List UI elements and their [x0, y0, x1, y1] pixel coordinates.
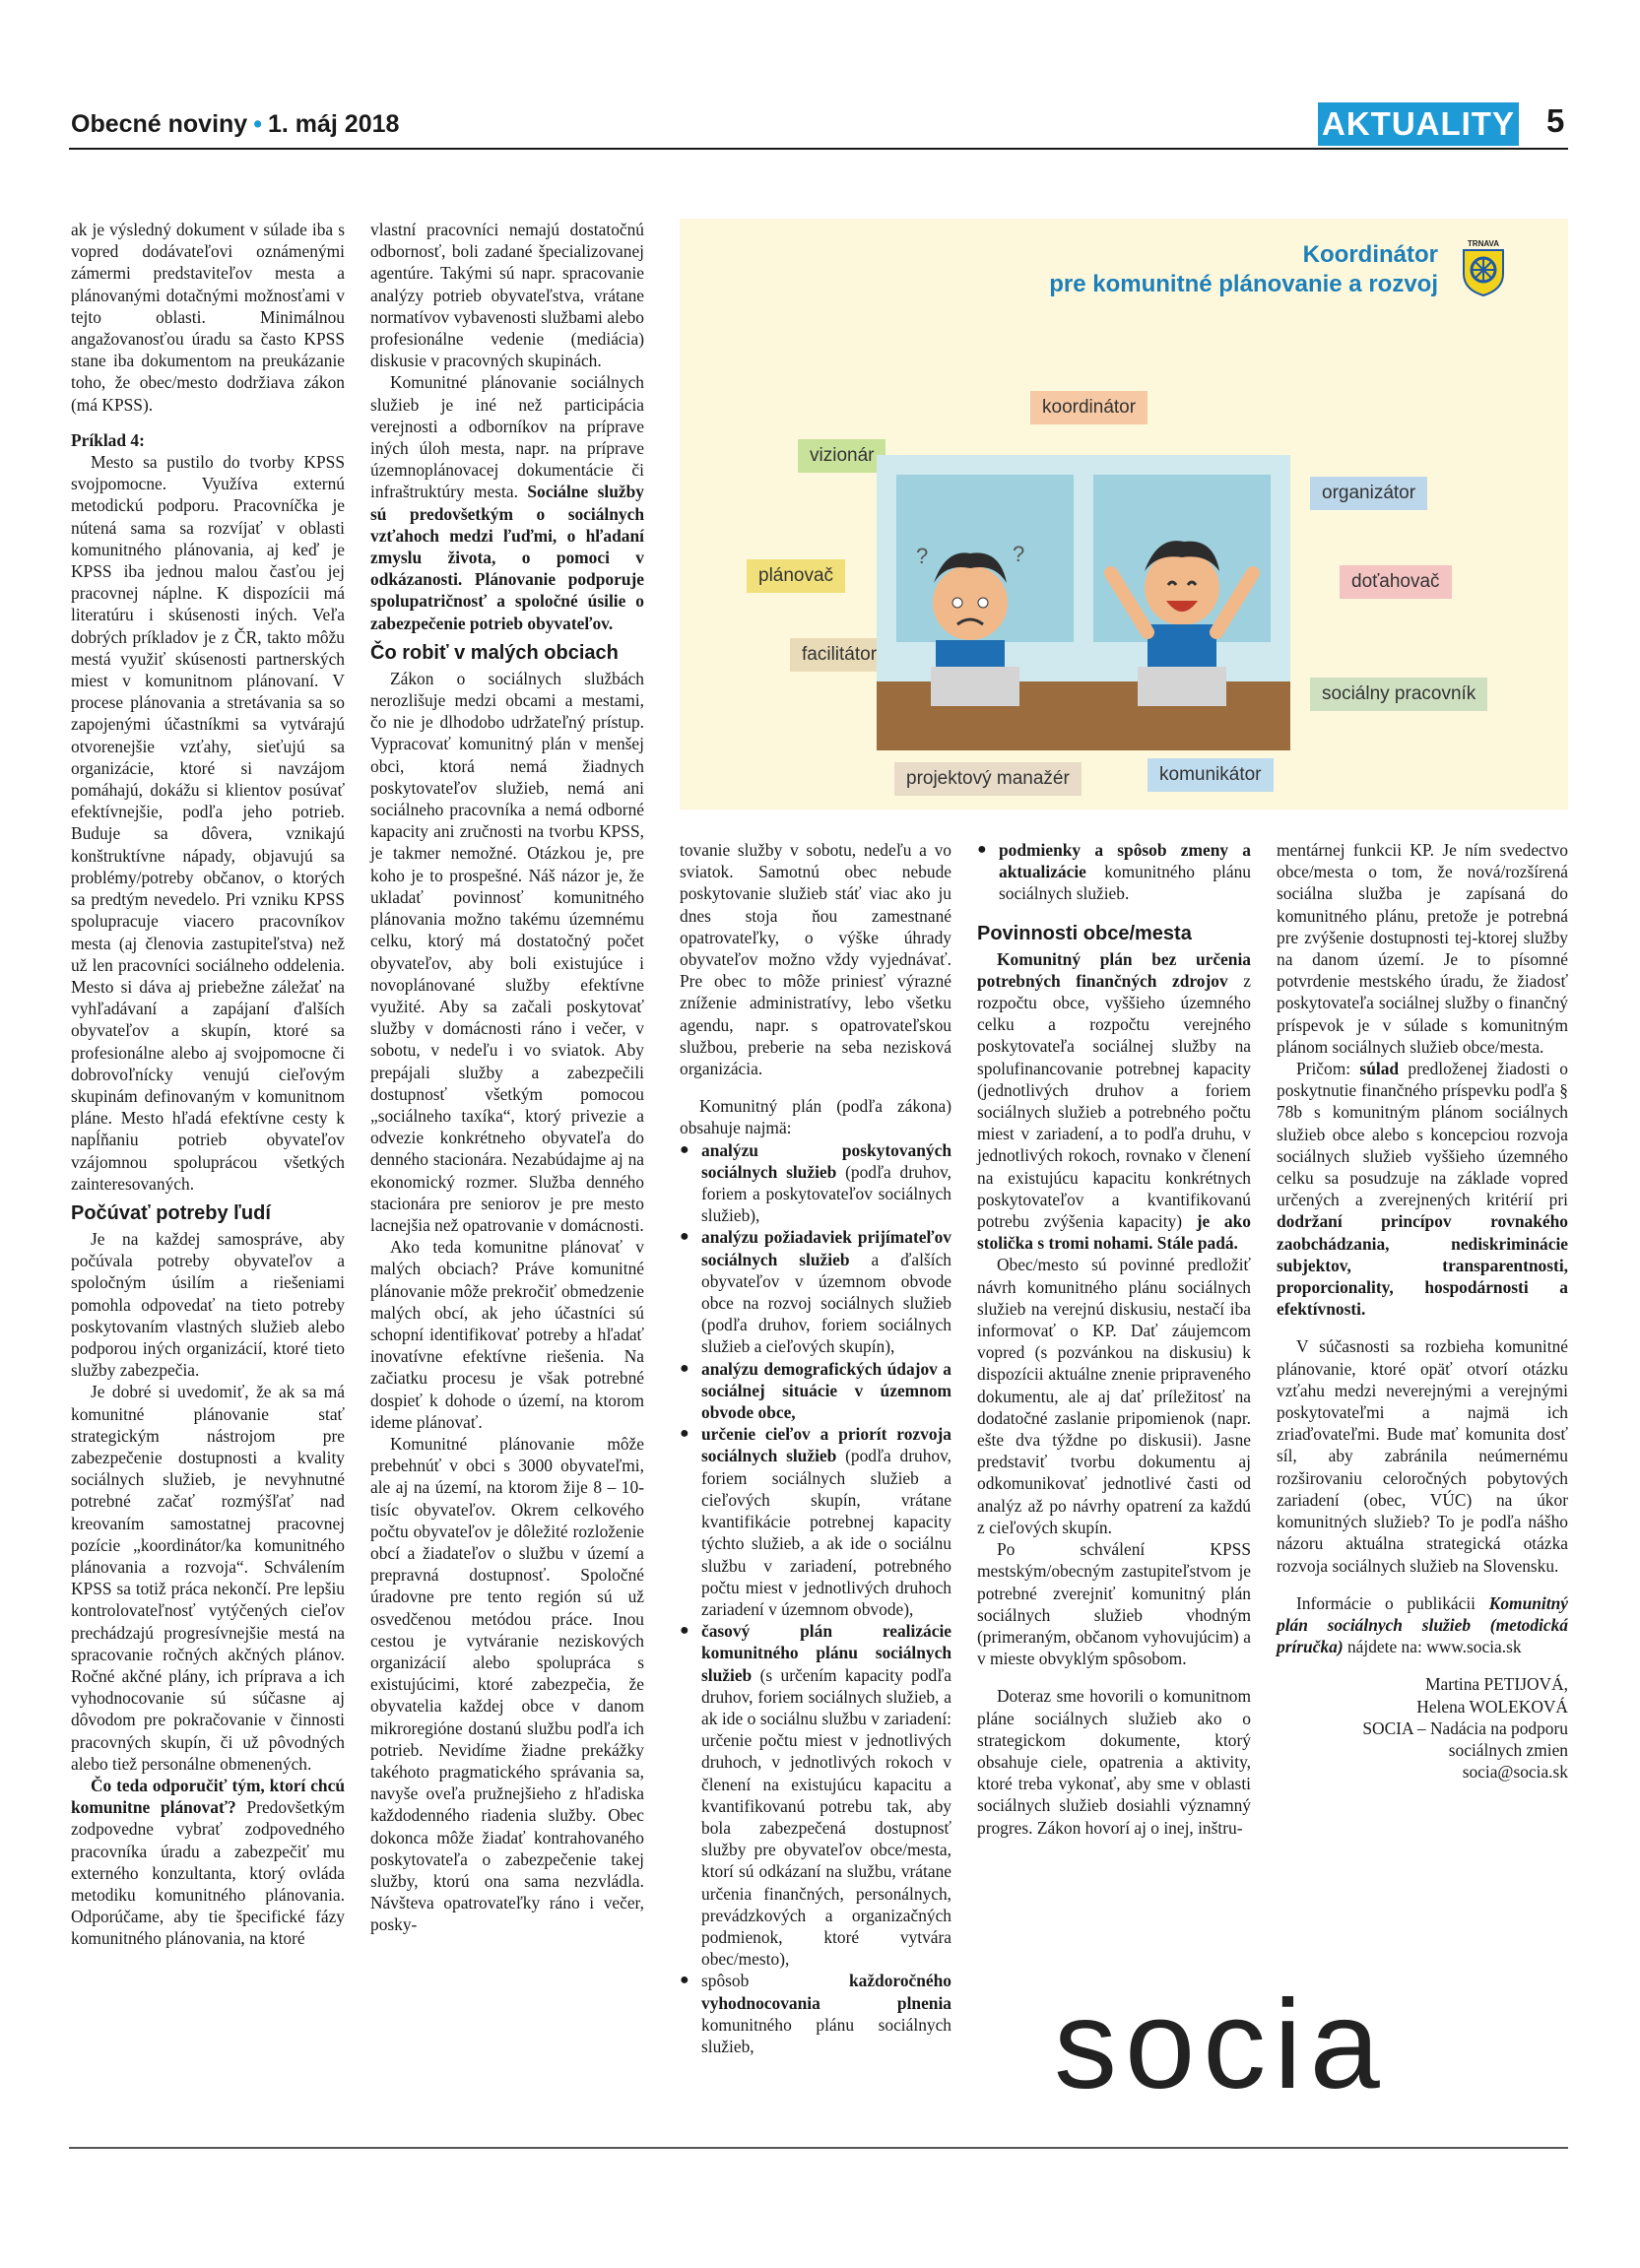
- plan-contents-list-cont: [977, 839, 1251, 905]
- role-projektovy-manazer: projektový manažér: [894, 762, 1082, 796]
- column-4: [977, 839, 1251, 1839]
- role-dotahovac: doťahovač: [1340, 565, 1452, 599]
- bold-phrase: Komunitný plán bez určenia potrebných finančných zdrojov: [977, 948, 1251, 991]
- crest-label: TRNAVA: [1467, 239, 1500, 248]
- organization-name: SOCIA – Nadácia na podporu: [1362, 1717, 1568, 1738]
- coordinator-illustration: [680, 219, 1568, 810]
- text-span: (podľa druhov, foriem sociálnych služieb a cieľových skupín, vrátane kvantifikácie potrebnej kapacity týchto služieb, a ak ide o sociálnu službu v zariadení, potrebného počtu miest v jednotlivých druhoch zariadení v územnom obvode),: [701, 1446, 952, 1619]
- plan-contents-list: [680, 1139, 951, 2058]
- title-line-1: Koordinátor: [1302, 241, 1438, 268]
- paragraph: Je dobré si uvedomiť, že ak sa má komunitné plánovanie stať strategickým nástrojom pre zabezpečenie dostupnosti a kvality sociálnych služieb, je nevyhnutné potrebné začať rozmýšľať nad kreovaním samostatnej pracovnej pozície „koordinátor/ka komunitného plánovania a rozvoja“. Schválením KPSS sa totiž práca nekončí. Pre lepšiu kontrolovateľnosť vytýčených cieľov prechádzajú progresívnejšie mestá na spracovanie ročných akčných plánov. Ročné akčné plány, ich príprava a ich vyhodnocovanie sú súčasne aj dôvodom pre pokračovanie v činnosti pracovných skupín, či už pôvodných alebo tiež personálne obmenených.: [71, 1382, 345, 1774]
- section-heading: Čo robiť v malých obciach: [370, 641, 619, 664]
- column-3: [680, 839, 951, 2057]
- publication-title: Komunitný plán sociálnych služieb (metodická príručka): [1277, 1592, 1568, 1657]
- section-label: AKTUALITY: [1318, 102, 1519, 146]
- text-span: predloženej žiadosti o poskytnutie finančného príspevku podľa § 78b s komunitným plánom sociálnych služieb obce alebo s koncepciou rozvoja sociálnych služieb vyššieho územného celku sa posudzuje na základe vopred určených a zverejnených kritérií pri: [1277, 1059, 1568, 1210]
- role-planovac: plánovač: [747, 559, 845, 593]
- separator-dot: •: [253, 110, 262, 138]
- bold-phrase: Čo teda odporučiť tým, ktorí chcú komunitne plánovať?: [71, 1776, 345, 1818]
- paragraph: [977, 948, 1251, 1255]
- paragraph: mentárnej funkcii KP. Je ním svedectvo obce/mesta o tom, že nová/rozšírená sociálna služba je zapísaná do komunitného plánu, pretože je potrebná pre zvýšenie dostupnosti tej-ktorej služby na danom území. Je to písomné potvrdenie mestského úradu, že žiadosť poskytovateľa sociálnej služby o finančný príspevok je v súlade s komunitným plánom sociálnych služieb obce/mesta.: [1277, 840, 1568, 1057]
- text-span: komunitného plánu sociálnych služieb,: [701, 2014, 951, 2056]
- spacer: [680, 1079, 951, 1095]
- role-vizionar: vizionár: [798, 439, 886, 473]
- paragraph: [1277, 1592, 1568, 1658]
- list-item: [977, 839, 1251, 905]
- bold-phrase: každoročného vyhodnocovania plnenia: [701, 1971, 951, 2013]
- text-span: z rozpočtu obce, vyššieho územného celku a rozpočtu verejného poskytovateľa sociálnej služby na spolufinancovanie potrebnej kapacity (jednotlivých druhov a foriem sociálnych služieb a potrebného počtu miest v zariadení, a to podľa druhu, v jednotlivých rokoch, rovnako v členení na existujúcu kapacitu konkrétnych poskytovateľov a kvantifikovanú potrebu zvýšenia kapacity): [977, 970, 1251, 1232]
- bold-phrase: analýzu požiadaviek prijímateľov sociálnych služieb: [701, 1227, 951, 1269]
- page-number: 5: [1546, 102, 1565, 139]
- bold-phrase: podmienky a spôsob zmeny a aktualizácie: [999, 840, 1251, 882]
- list-item: [680, 1970, 951, 2057]
- paragraph: [370, 371, 644, 633]
- title-line-2: pre komunitné plánovanie a rozvoj: [1049, 271, 1438, 297]
- column-5: [1277, 839, 1568, 1782]
- text-span: Komunitné plánovanie sociálnych služieb je iné než participácia verejnosti a odborníkov na príprave iných úloh mesta, napr. na príprave územnoplánovacej dokumentácie či infraštruktúry mesta.: [370, 372, 644, 502]
- two-workers-scene: [877, 455, 1290, 750]
- svg-text:?: ?: [916, 544, 929, 568]
- example-heading: Príklad 4:: [71, 429, 145, 450]
- spacer: [977, 1669, 1251, 1685]
- role-koordinator: koordinátor: [1030, 391, 1148, 424]
- paragraph: Obec/mesto sú povinné predložiť návrh komunitného plánu sociálnych služieb na verejnú diskusiu, nestačí iba informovať o KP. Dať záujemcom vopred (s pozvánkou na diskusiu) k dispozícii aktuálne znenie pripraveného dokumentu, ale aj dať príležitosť na dodatočné zaslanie pripomienok (napr. ešte dva týždne po diskusii). Jasne predstaviť tvorbu dokumentu aj odkomunikovať jednotlivé časti od analýz až po návrhy opatrení za každú z cieľových skupín.: [977, 1255, 1251, 1537]
- paragraph: [1277, 1058, 1568, 1320]
- paragraph: vlastní pracovníci nemajú dostatočnú odbornosť, boli zadané špecializovanej agentúre. Takými sú napr. spracovanie analýzy potrieb obyvateľstva, vrátane normatívov vybavenosti službami alebo profesionálne vedenie (mediácia) diskusie v pracovných skupinách.: [370, 220, 644, 371]
- spacer: [1277, 1320, 1568, 1335]
- list-item: [680, 1620, 951, 1970]
- text-span: Informácie o publikácii: [1296, 1592, 1489, 1613]
- role-komunikator: komunikátor: [1148, 758, 1274, 792]
- bold-phrase: je ako stolička s tromi nohami. Stále padá.: [977, 1211, 1251, 1254]
- paragraph: Zákon o sociálnych službách nerozlišuje medzi obcami a mestami, čo nie je dlhodobo udržateľný prístup. Vypracovať komunitný plán v menšej obci, ktorá nemá žiadnych poskytovateľov služieb, nemá ani sociálneho pracovníka a nemá odborné kapacity ani zručnosti na tvorbu KPSS, je takmer nemožné. Otázkou je, pre koho je to prospešné. Náš názor je, že ukladať povinnosť komunitného plánovania možno takému územnému celku, ktorý má dostatočný počet obyvateľov, aby boli existujúce i novoplánované služby efektívne využité. Aby sa začali poskytovať služby v domácnosti ráno i večer, v sobotu, v nedeľu i vo sviatok. Aby prepájali služby a zabezpečili dostupnosť všetkým pomocou „sociálneho taxíka“, ktorý privezie a odvezie konkrétneho obyvateľa do denného stacionára. Nezabúdajme aj na ekonomický rozmer. Služba denného stacionára pre seniorov je pre mesto lacnejšia než opatrovanie v domácnosti.: [370, 668, 644, 1235]
- footer-rule: [69, 2147, 1568, 2149]
- paragraph: [71, 1775, 345, 1950]
- contact-email: socia@socia.sk: [1462, 1762, 1568, 1782]
- column-1: [71, 219, 345, 1950]
- text-span: Pričom:: [1296, 1059, 1360, 1079]
- column-2: [370, 219, 644, 1936]
- paragraph: Komunitný plán (podľa zákona) obsahuje najmä:: [680, 1096, 951, 1138]
- bold-phrase: analýzu demografických údajov a sociálnej situácie v územnom obvode obce,: [701, 1358, 951, 1423]
- list-item: [680, 1139, 951, 1227]
- role-socialny-pracovnik: sociálny pracovník: [1310, 678, 1487, 711]
- text-span: spôsob: [701, 1971, 849, 1991]
- bold-phrase: súlad: [1359, 1059, 1400, 1079]
- organization-name-cont: sociálnych zmien: [1448, 1739, 1568, 1760]
- bold-phrase: určenie cieľov a priorít rozvoja sociálnych služieb: [701, 1424, 951, 1466]
- paragraph: Ako teda komunitne plánovať v malých obciach? Práve komunitné plánovanie môže prekročiť obmedzenie malých obcí, ak jeho účastníci sú schopní identifikovať potreby a hľadať inovatívne efektívne riešenia. Na začiatku procesu je však potrebné dospieť k dohode o území, na ktorom ideme plánovať.: [370, 1237, 644, 1432]
- paper-name: Obecné noviny: [71, 110, 248, 138]
- text-span: Predovšetkým zodpovedne vybrať zodpovedného pracovníka úradu a zabezpečiť mu externého konzultanta, ktorý ovláda metodiku komunitného plánovania. Odporúčame, aby tie špecifické fázy komunitného plánovania, na ktoré: [71, 1797, 345, 1949]
- header-rule: [69, 148, 1568, 150]
- paragraph: V súčasnosti sa rozbieha komunitné plánovanie, ktoré opäť otvorí otázku vzťahu medzi neverejnými a verejnými poskytovateľmi a najmä ich zriaďovateľmi. Bude mať komunita dosť síl, aby zabránila neúmernému rozširovaniu celoročných pobytových zariadení (obec, VÚC) na úkor komunitných služieb? To je podľa nášho názoru aktuálna strategická otázka rozvoja sociálnych služieb na Slovensku.: [1277, 1336, 1568, 1576]
- text-span: komunitného plánu sociálnych služieb.: [999, 862, 1251, 904]
- svg-text:?: ?: [1013, 542, 1025, 566]
- paragraph: Je na každej samospráve, aby počúvala potreby obyvateľov a spoločným úsilím a riešeniami pomohla odpovedať na tieto potreby poskytovaním vlastných služieb alebo podporou iných organizácií, ktoré tieto služby zabezpečia.: [71, 1228, 345, 1381]
- socia-logo-text: socia: [1054, 1979, 1388, 2107]
- author-name: Martina PETIJOVÁ,: [1425, 1674, 1568, 1695]
- text-span: (s určením kapacity podľa druhov, foriem sociálnych služieb, a ak ide o sociálnu službu v zariadení: určenie počtu miest v jednotlivých druhoch, v jednotlivých rokoch v členení na existujúcu kapacitu a kvantifikovanú potrebu tak, aby bola zabezpečená dostupnosť služby pre obyvateľov obce/mesta, ktorí sú odkázaní na službu, vrátane určenia finančných, personálnych, prevádzkových a organizačných podmienok, ktoré vytvára obec/mesto),: [701, 1664, 951, 1970]
- list-item: [680, 1358, 951, 1424]
- text-span: a ďalších obyvateľov v územnom obvode obce na rozvoj sociálnych služieb (podľa druhov, foriem sociálnych služieb a cieľových skupín),: [701, 1249, 951, 1357]
- trnava-crest-icon: [1458, 238, 1509, 297]
- list-item: [680, 1226, 951, 1357]
- section-heading: Povinnosti obce/mesta: [977, 922, 1192, 944]
- bold-phrase: Sociálne služby sú predovšetkým o sociálnych vzťahoch medzi ľuďmi, o hľadaní zmyslu života, o pomoci v odkázanosti. Plánovanie podporuje spolupatričnosť a spoločné úsilie o zabezpečenie potrieb obyvateľov.: [370, 482, 645, 633]
- spacer: [1277, 1577, 1568, 1592]
- author-name: Helena WOLEKOVÁ: [1416, 1696, 1568, 1717]
- bold-phrase: časový plán realizácie komunitného plánu sociálnych služieb: [701, 1621, 951, 1685]
- paragraph: Mesto sa pustilo do tvorby KPSS svojpomocne. Využíva externú metodickú podporu. Pracovníčka je nútená sama sa rozvíjať v oblasti komunitného plánovania, aj keď je KPSS iba jednou malou časťou jej pracovnej náplne. K dispozícii má literatúru i skúsenosti iných. Veľa dobrých príkladov je z ČR, takto môžu mestá využiť skúsenosti partnerských miest v komunitnom plánovaní. V procese plánovania a stretávania sa so zapojenými účastníkmi sa vytvárajú otvorenejšie vzťahy, sieťujú sa organizácie, ktoré si navzájom pomáhajú, dokážu si klientov posúvať efektívnejšie, podľa jeho potrieb. Buduje sa dôvera, vznikajú konštruktívne nápady, objavujú sa problémy/potreby občanov, o ktorých sa predtým nevedelo. Pri vzniku KPSS spolupracuje viacero pracovníkov mesta (aj členovia zastupiteľstva) než už len pracovníci sociálneho oddelenia. Mesto si dáva aj priebežne záležať na vyhľadávaní a zapájaní ďalších obyvateľov a skupín, ktoré sa profesionálne alebo aj svojpomocne či dobrovoľnícky venujú cieľovým skupinám definovaným v komunitnom pláne. Mesto hľadá efektívne cesty k napĺňaniu potrieb obyvateľov vzájomnou spoluprácou všetkých zainteresovaných.: [71, 452, 345, 1194]
- list-item: [680, 1423, 951, 1620]
- masthead: [71, 110, 399, 139]
- bold-phrase: analýzu poskytovaných sociálnych služieb: [701, 1139, 951, 1182]
- issue-date: 1. máj 2018: [267, 110, 400, 138]
- role-organizator: organizátor: [1310, 477, 1427, 510]
- bold-phrase: dodržaní princípov rovnakého zaobchádzania, nediskriminácie subjektov, transparentnosti, proporcionality, hospodárnosti a efektívnosti.: [1277, 1211, 1568, 1320]
- paragraph: ak je výsledný dokument v súlade iba s vopred dodávateľovi oznámenými zámermi predstaviteľov mesta a plánovanými dotačnými možnosťami v tejto oblasti. Minimálnou angažovanosťou úradu sa často KPSS stane iba dokumentom na preukázanie toho, že obec/mesto dodržiava zákon (má KPSS).: [71, 220, 345, 415]
- text-span: nájdete na: www.socia.sk: [1343, 1637, 1522, 1657]
- paragraph: Po schválení KPSS mestským/obecným zastupiteľstvom je potrebné zverejniť komunitný plán sociálnych služieb vhodným (primeraným, občanom vyhovujúcim) a v mieste obvyklým spôsobom.: [977, 1539, 1251, 1669]
- section-heading: Počúvať potreby ľudí: [71, 1201, 271, 1224]
- paragraph: Doteraz sme hovorili o komunitnom pláne sociálnych služieb ako o strategickom dokumente, ktorý obsahuje ciele, opatrenia a aktivity, ktoré treba vykonať, aby sme v oblasti sociálnych služieb dosiahli významný progres. Zákon hovorí aj o inej, inštru-: [977, 1686, 1251, 1838]
- role-facilitator: facilitátor: [790, 638, 888, 672]
- author-signature: [1277, 1673, 1568, 1782]
- illustration-title: [1049, 240, 1438, 299]
- socia-logo: [1054, 1979, 1507, 2107]
- paragraph: tovanie služby v sobotu, nedeľu a vo sviatok. Samotnú obec nebude poskytovanie služieb stáť viac ako ju dnes stoja ňou zamestnané opatrovateľky, o výške úhrady obyvateľov možno vždy vyjednávať. Pre obec to môže priniesť výrazné zníženie administratívy, lebo všetku agendu, napr. s opatrovateľskou službou, preberie na seba nezisková organizácia.: [680, 840, 951, 1079]
- text-span: (podľa druhov, foriem a poskytovateľov sociálnych služieb),: [701, 1161, 952, 1226]
- paragraph: Komunitné plánovanie môže prebehnúť v obci s 3000 obyvateľmi, ale aj na území, na ktorom žije 8 – 10-tisíc obyvateľov. Okrem celkového počtu obyvateľov je dôležité rozloženie obcí a žiadateľov o službu v území a prepravná dostupnosť. Spoločné úradovne pre tento región sú už osvedčenou metódou práce. Inou cestou je vytváranie neziskových organizácií alebo spolupráca s existujúcimi, ktoré zabezpečia, že obyvatelia každej obce v danom mikroregióne dostanú službu podľa ich potrieb. Nevidíme žiadne prekážky takéhoto pragmatického správania sa, navyše oveľa pružnejšieho z hľadiska každodenného riadenia služby. Obec dokonca môže žiadať kontrahovaného poskytovateľa o zabezpečenie takej služby, ktorú ona sama nezvládla. Návšteva opatrovateľky ráno i večer, posky-: [370, 1433, 644, 1935]
